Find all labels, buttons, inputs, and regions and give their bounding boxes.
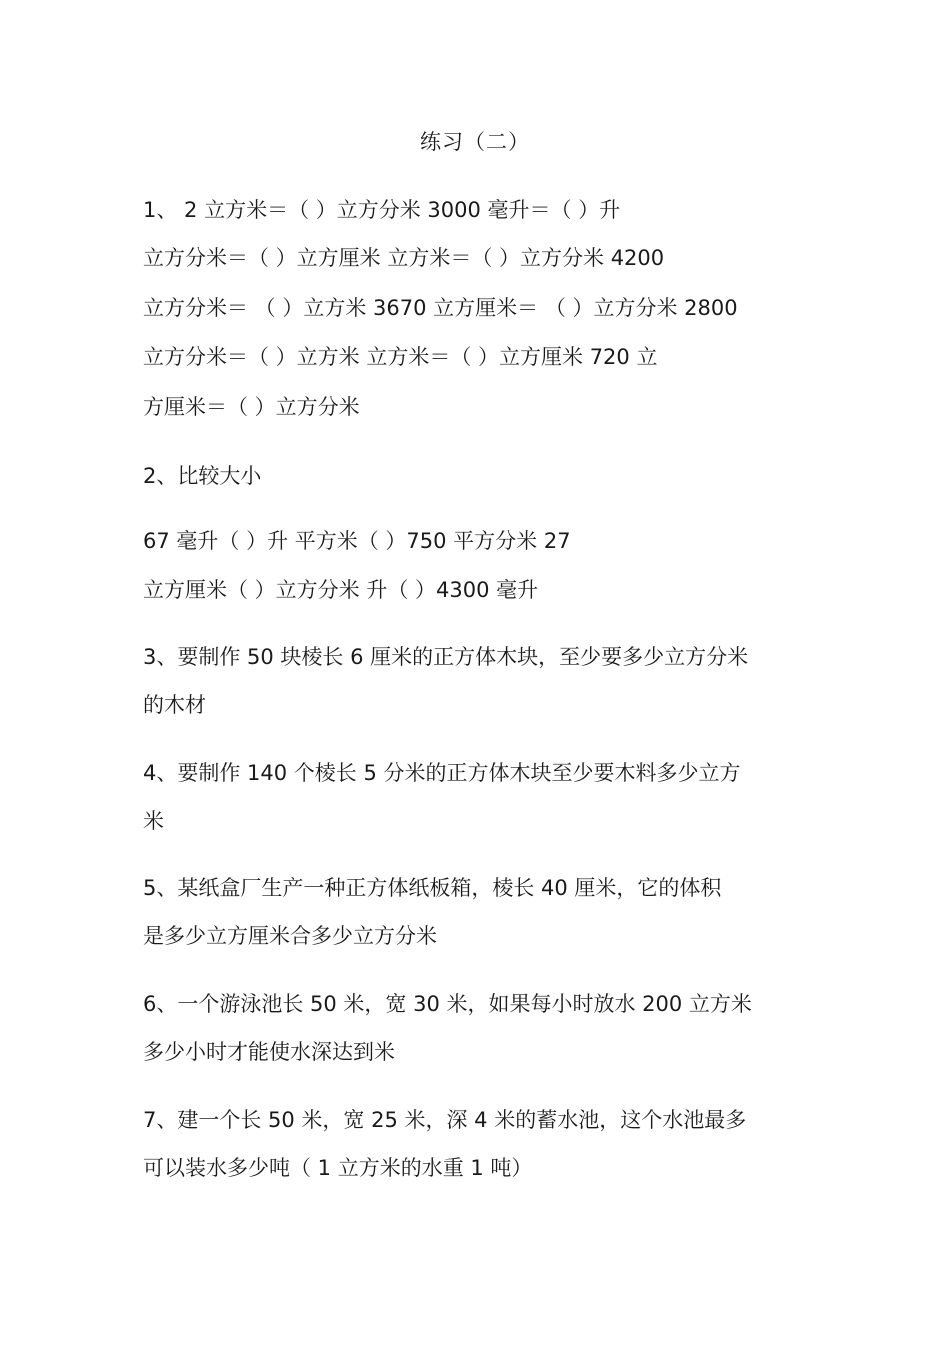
q7-line-2: 可以装水多少吨（ 1 立方米的水重 1 吨） (143, 1156, 533, 1180)
q2-line-2: 立方厘米（ ）立方分米 升（ ）4300 毫升 (143, 578, 539, 602)
q5-line-2: 是多少立方厘米合多少立方分米 (143, 924, 437, 948)
q3-line-1: 3、要制作 50 块棱长 6 厘米的正方体木块，至少要多少立方分米 (143, 645, 749, 669)
q1-line-4: 立方分米＝（ ）立方米 立方米＝（ ）立方厘米 720 立 (143, 345, 658, 369)
q4-line-2: 米 (143, 809, 164, 833)
q3-line-2: 的木材 (143, 693, 206, 717)
q7-line-1: 7、建一个长 50 米，宽 25 米，深 4 米的蓄水池，这个水池最多 (143, 1108, 747, 1132)
q1-line-1: 1、 2 立方米＝（ ）立方分米 3000 毫升＝（ ）升 (143, 198, 621, 222)
page-title: 练习（二） (420, 130, 530, 154)
q1-line-2: 立方分米＝（ ）立方厘米 立方米＝（ ）立方分米 4200 (143, 246, 665, 270)
q1-line-3: 立方分米＝ （ ）立方米 3670 立方厘米＝ （ ）立方分米 2800 (143, 296, 738, 320)
q6-line-2: 多少小时才能使水深达到米 (143, 1040, 395, 1064)
q5-line-1: 5、某纸盒厂生产一种正方体纸板箱，棱长 40 厘米，它的体积 (143, 876, 722, 900)
q1-line-5: 方厘米＝（ ）立方分米 (143, 395, 360, 419)
q2-line-1: 67 毫升（ ）升 平方米（ ）750 平方分米 27 (143, 529, 571, 553)
q2-heading: 2、比较大小 (143, 464, 262, 488)
q6-line-1: 6、一个游泳池长 50 米，宽 30 米，如果每小时放水 200 立方米 (143, 992, 752, 1016)
q4-line-1: 4、要制作 140 个棱长 5 分米的正方体木块至少要木料多少立方 (143, 761, 741, 785)
